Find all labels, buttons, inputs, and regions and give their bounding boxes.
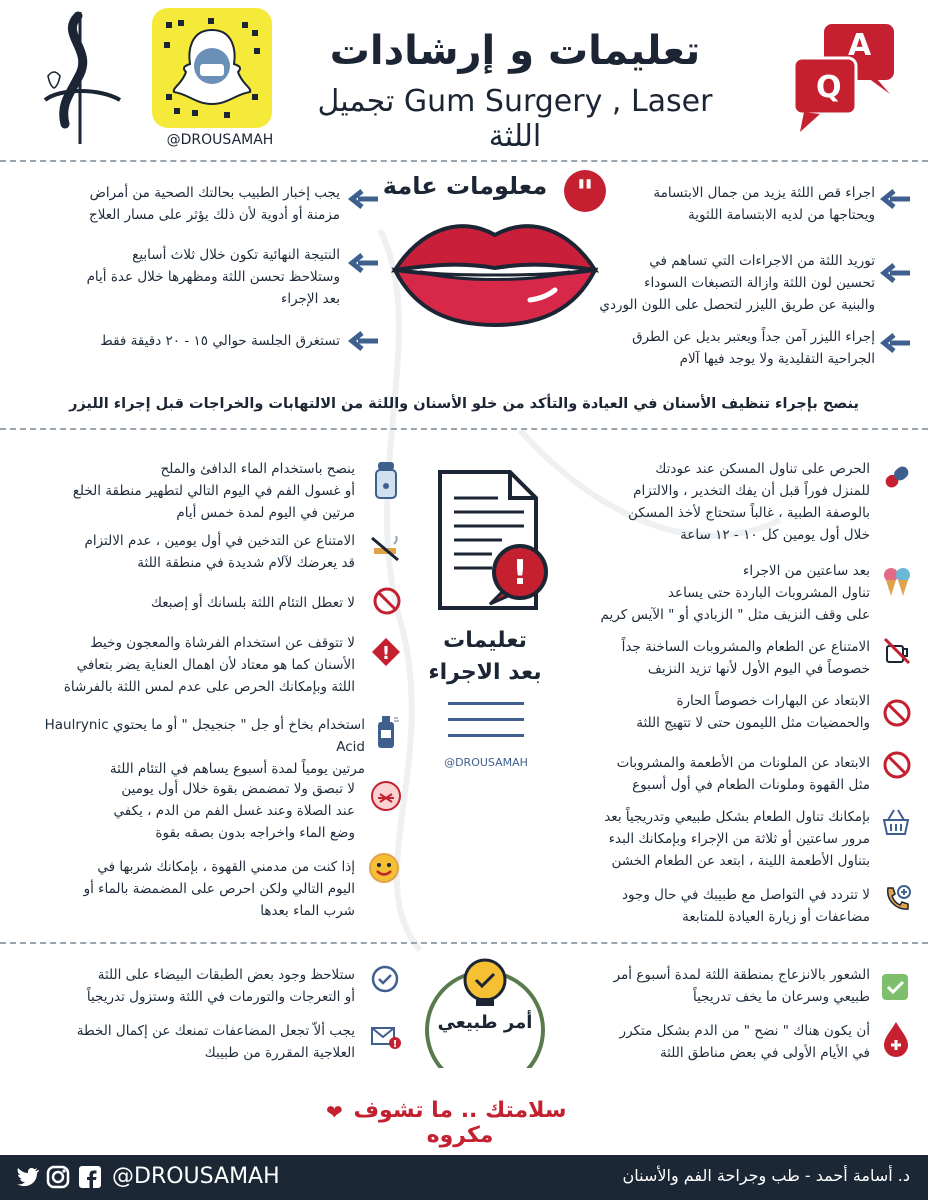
prohibited-icon	[882, 698, 912, 728]
divider-top	[0, 160, 928, 162]
check-box-icon	[880, 972, 910, 1002]
after-right-5: الابتعاد عن الملونات من الأطعمة والمشروبات مثل القهوة وملونات الطعام في أول أسبوع	[616, 755, 870, 793]
salt-shaker-icon	[372, 460, 400, 500]
after-label-line1: تعليمات	[443, 628, 527, 653]
general-note: ينصح بإجراء تنظيف الأسنان في العيادة والتأكد من خلو الأسنان واللثة من الالتهابات والخراجات قبل إجراء الليزر	[69, 396, 859, 412]
after-left-2: الامتناع عن التدخين في أول يومين ، عدم الالتزام قد يعرضك لآلام شديدة في منطقة اللثة	[84, 533, 355, 571]
svg-text:!: !	[392, 1039, 398, 1050]
general-right-2: توريد اللثة من الاجراءات التي تساهم في تحسين لون اللثة وازالة التصبغات السوداء والبنية عن طريق الليزر لتحصل على اللون الوردي	[599, 253, 875, 313]
footer-handle: @DROUSAMAH	[112, 1164, 280, 1189]
after-left-7: إذا كنت من مدمني القهوة ، بإمكانك شربها في اليوم التالي ولكن احرص على المضمضة بالماء أو شرب الماء بعدها	[83, 859, 355, 919]
after-right-1: الحرص على تناول المسكن عند عودتك للمنزل فوراً قبل أن يفك التخدير ، والالتزام بالوصفة الطبية ، غالباً ستحتاج لأخذ المسكن خلال أول يومين كل ١٠ - ١٢ ساعة	[628, 461, 870, 543]
svg-text:": "	[576, 173, 594, 213]
capsule-icon	[882, 462, 912, 492]
mail-alert-icon	[370, 1024, 402, 1050]
normal-left-1: ستلاحظ وجود بعض الطبقات البيضاء على اللثة أو التعرجات والتورمات في اللثة وستزول تدريجياً	[86, 967, 355, 1005]
twitter-icon[interactable]	[14, 1166, 40, 1188]
general-left-3: تستغرق الجلسة حوالي ١٥ - ٢٠ دقيقة فقط	[100, 333, 340, 349]
after-left-6: لا تبصق ولا تمضمض بقوة خلال أول يومين عند الصلاة وعند غسل الفم من الدم ، يكفي وضع الماء واخراجه بدون بصقه بقوة	[113, 781, 355, 841]
normal-badge: أمر طبيعي	[437, 1012, 533, 1033]
facebook-icon[interactable]	[78, 1165, 102, 1189]
footer-credit: د. أسامة أحمد - طب وجراحة الفم والأسنان	[622, 1166, 910, 1185]
after-handle: @DROUSAMAH	[444, 756, 528, 769]
arrow-left-icon	[880, 332, 912, 354]
normal-left-2: يجب ألاّ تجعل المضاعفات تمنعك عن إكمال الخطة العلاجية المقررة من طبيبك	[76, 1023, 355, 1061]
svg-text:!: !	[512, 553, 528, 593]
after-rule	[448, 734, 524, 737]
arrow-left-icon	[348, 330, 380, 352]
heart-icon: ❤	[326, 1100, 343, 1124]
arrow-left-icon	[348, 252, 380, 274]
phone-icon	[882, 884, 912, 914]
prohibited-icon	[372, 586, 402, 616]
normal-right-2: أن يكون هناك " نضح " من الدم بشكل متكرر في الأيام الأولى في بعض مناطق اللثة	[619, 1023, 870, 1061]
blood-drop-icon	[882, 1020, 910, 1058]
divider-middle	[0, 428, 928, 430]
lightbulb-check-icon	[420, 950, 550, 1068]
page-subtitle: Gum Surgery , Laser تجميل اللثة	[317, 84, 713, 154]
normal-right-1: الشعور بالانزعاج بمنطقة اللثة لمدة أسبوع أمر طبيعي وسرعان ما يخف تدريجياً	[613, 967, 870, 1005]
after-rule	[448, 702, 524, 705]
page-title: تعليمات و إرشادات	[329, 28, 701, 74]
after-left-5: استخدام بخاخ أو جل " جنجيجل " أو ما يحتوي Haulrynic Acid مرتين يومياً لمدة أسبوع يساهم في التئام اللثة	[44, 717, 365, 777]
check-circle-icon	[370, 964, 400, 994]
snapcode	[152, 8, 272, 128]
general-left-2: النتيجة النهائية تكون خلال ثلاث أسابيع وستلاحظ تحسن اللثة ومظهرها خلال عدة أيام بعد الإجراء	[86, 247, 340, 307]
svg-text:!: !	[381, 643, 391, 664]
no-hot-drink-icon	[882, 636, 912, 666]
after-label-line2: بعد الاجراء	[428, 660, 542, 685]
general-right-3: إجراء الليزر آمن جداً ويعتبر بديل عن الطرق الجراحية التقليدية ولا يوجد فيها آلام	[632, 329, 875, 367]
snapchat-handle: @DROUSAMAH	[166, 132, 274, 148]
arrow-left-icon	[880, 262, 912, 284]
after-right-2: بعد ساعتين من الاجراء تناول المشروبات الباردة حتى يساعد على وقف النزيف مثل " الزبادي أو " الآيس كريم	[600, 563, 870, 623]
spray-icon	[374, 714, 400, 750]
after-rule	[448, 718, 524, 721]
divider-bottom	[0, 942, 928, 944]
general-left-1: يجب إخبار الطبيب بحالتك الصحية من أمراض مزمنة أو أدوية لأن ذلك يؤثر على مسار العلاج	[89, 185, 340, 223]
mouth-no-spit-icon	[370, 780, 402, 812]
lips-illustration	[390, 210, 600, 330]
after-left-3: لا تعطل التئام اللثة بلسانك أو إصبعك	[150, 595, 355, 611]
no-smoking-icon	[370, 536, 402, 562]
arrow-left-icon	[880, 188, 912, 210]
qa-letter-q: Q	[816, 70, 842, 105]
instagram-icon[interactable]	[46, 1165, 70, 1189]
after-left-1: ينصح باستخدام الماء الدافئ والملح أو غسول الفم في اليوم التالي لتطهير منطقة الخلع مرتين في اليوم لمدة خمس أيام	[72, 461, 355, 521]
general-right-1: اجراء قص اللثة يزيد من جمال الابتسامة ويحتاجها من لديه الابتسامة اللثوية	[653, 185, 875, 223]
qa-letter-a: A	[848, 28, 872, 63]
warning-icon	[370, 636, 402, 668]
after-right-6: بإمكانك تناول الطعام بشكل طبيعي وتدريجياً بعد مرور ساعتين أو ثلاثة من الإجراء وبإمكانك البدء بتناول الأطعمة اللينة ، ابتعد عن الطعام الخشن	[604, 809, 870, 869]
prohibited-icon	[882, 750, 912, 780]
ice-cream-icon	[882, 566, 912, 598]
smile-face-icon	[368, 852, 400, 884]
arrow-left-icon	[348, 188, 380, 210]
logo	[20, 4, 130, 156]
food-basket-icon	[880, 806, 912, 838]
after-right-4: الابتعاد عن البهارات خصوصاً الحارة والحمضيات مثل الليمون حتى لا تتهيج اللثة	[636, 693, 870, 731]
document-warning-icon	[432, 468, 552, 618]
after-right-3: الامتناع عن الطعام والمشروبات الساخنة جداً خصوصاً في اليوم الأول لأنها تزيد النزيف	[621, 639, 870, 677]
after-left-4: لا تتوقف عن استخدام الفرشاة والمعجون وخيط الأسنان كما هو معتاد لأن اهمال العناية يضر بتعافي اللثة وبإمكانك الحرص على عدم لمس اللثة بالفرشاة	[63, 635, 355, 695]
closing-message: سلامتك .. ما تشوف مكروه	[353, 1098, 567, 1148]
after-right-7: لا تتردد في التواصل مع طبيبك في حال وجود مضاعفات أو زيارة العيادة للمتابعة	[622, 887, 870, 925]
general-heading: معلومات عامة	[382, 172, 548, 200]
